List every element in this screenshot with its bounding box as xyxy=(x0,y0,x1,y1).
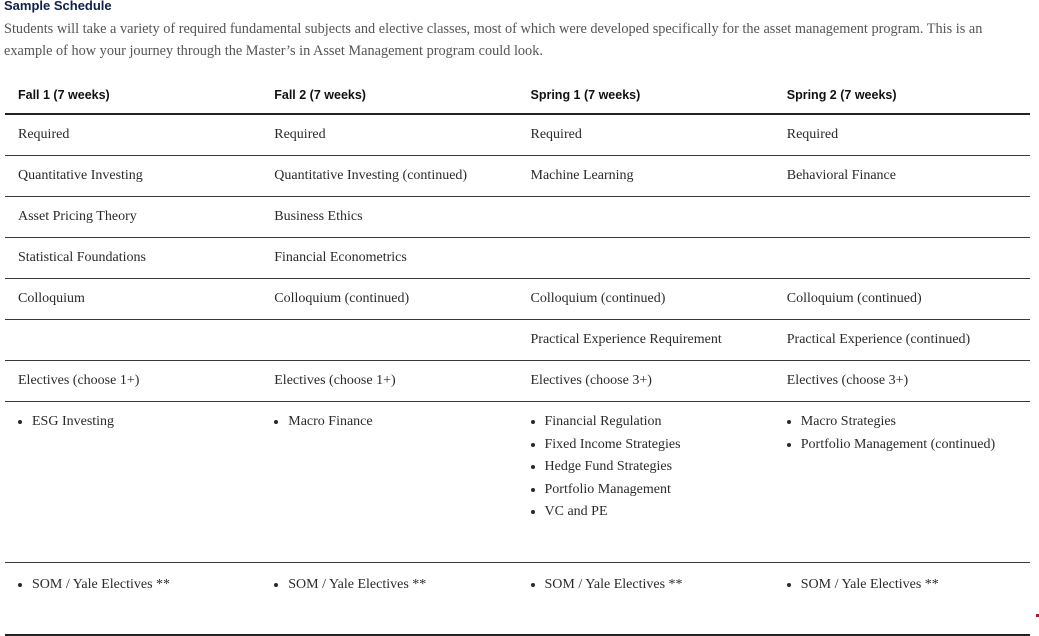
table-cell: Quantitative Investing (continued) xyxy=(261,156,517,197)
list-item: • Macro Finance xyxy=(288,411,517,434)
list-item: • SOM / Yale Electives ** xyxy=(545,574,774,597)
table-cell: Required xyxy=(518,114,774,156)
table-cell: Practical Experience (continued) xyxy=(774,320,1030,361)
table-cell: Electives (choose 1+) xyxy=(5,361,261,402)
table-cell: Colloquium xyxy=(5,279,261,320)
table-cell: Behavioral Finance xyxy=(774,156,1030,197)
electives-cell xyxy=(5,402,261,563)
list-item: • Portfolio Management (continued) xyxy=(801,434,1030,457)
table-cell: Required xyxy=(261,114,517,156)
header-row xyxy=(5,76,1030,114)
electives-list xyxy=(18,411,261,434)
column-header-spring-1: Spring 1 (7 weeks) xyxy=(518,76,774,114)
schedule-heading: Sample Schedule xyxy=(4,0,112,13)
table-cell: Electives (choose 3+) xyxy=(518,361,774,402)
schedule-table xyxy=(5,76,1030,636)
table-row xyxy=(5,238,1030,279)
yale-electives-list xyxy=(787,574,1030,597)
column-header-spring-2: Spring 2 (7 weeks) xyxy=(774,76,1030,114)
electives-list xyxy=(531,411,774,524)
table-cell xyxy=(518,238,774,279)
table-cell: Machine Learning xyxy=(518,156,774,197)
table-cell xyxy=(774,238,1030,279)
table-cell xyxy=(261,320,517,361)
table-cell: Colloquium (continued) xyxy=(261,279,517,320)
table-cell xyxy=(518,197,774,238)
list-item: • Hedge Fund Strategies xyxy=(545,456,774,479)
table-cell: Colloquium (continued) xyxy=(518,279,774,320)
yale-electives-cell xyxy=(774,563,1030,636)
table-row xyxy=(5,320,1030,361)
column-header-fall-2: Fall 2 (7 weeks) xyxy=(261,76,517,114)
yale-electives-row xyxy=(5,563,1030,636)
table-cell: Business Ethics xyxy=(261,197,517,238)
table-cell: Asset Pricing Theory xyxy=(5,197,261,238)
yale-electives-cell xyxy=(518,563,774,636)
electives-cell xyxy=(774,402,1030,563)
schedule-intro: Students will take a variety of required fundamental subjects and elective classes, most of which were developed specifically for the asset management program. This is an example of how your journey through the Master’s in Asset Management program could look. xyxy=(4,21,983,59)
table-cell: Statistical Foundations xyxy=(5,238,261,279)
electives-row xyxy=(5,402,1030,563)
yale-electives-list xyxy=(274,574,517,597)
list-item: • SOM / Yale Electives ** xyxy=(801,574,1030,597)
table-cell: Required xyxy=(774,114,1030,156)
list-item: • ESG Investing xyxy=(32,411,261,434)
yale-electives-cell xyxy=(261,563,517,636)
yale-electives-list xyxy=(18,574,261,597)
electives-list xyxy=(274,411,517,434)
table-cell xyxy=(774,197,1030,238)
table-cell: Electives (choose 1+) xyxy=(261,361,517,402)
electives-list xyxy=(787,411,1030,456)
yale-electives-cell xyxy=(5,563,261,636)
table-cell: Required xyxy=(5,114,261,156)
table-cell: Financial Econometrics xyxy=(261,238,517,279)
list-item: • SOM / Yale Electives ** xyxy=(288,574,517,597)
table-row xyxy=(5,114,1030,156)
list-item: • VC and PE xyxy=(545,501,774,524)
column-header-fall-1: Fall 1 (7 weeks) xyxy=(5,76,261,114)
yale-electives-list xyxy=(531,574,774,597)
list-item: • Financial Regulation xyxy=(545,411,774,434)
list-item: • SOM / Yale Electives ** xyxy=(32,574,261,597)
table-row xyxy=(5,197,1030,238)
table-row xyxy=(5,156,1030,197)
table-cell: Electives (choose 3+) xyxy=(774,361,1030,402)
list-item: • Portfolio Management xyxy=(545,479,774,502)
table-cell: Practical Experience Requirement xyxy=(518,320,774,361)
electives-cell xyxy=(518,402,774,563)
electives-cell xyxy=(261,402,517,563)
list-item: • Macro Strategies xyxy=(801,411,1030,434)
table-row xyxy=(5,361,1030,402)
table-cell xyxy=(5,320,261,361)
table-row xyxy=(5,279,1030,320)
table-cell: Colloquium (continued) xyxy=(774,279,1030,320)
list-item: • Fixed Income Strategies xyxy=(545,434,774,457)
table-cell: Quantitative Investing xyxy=(5,156,261,197)
